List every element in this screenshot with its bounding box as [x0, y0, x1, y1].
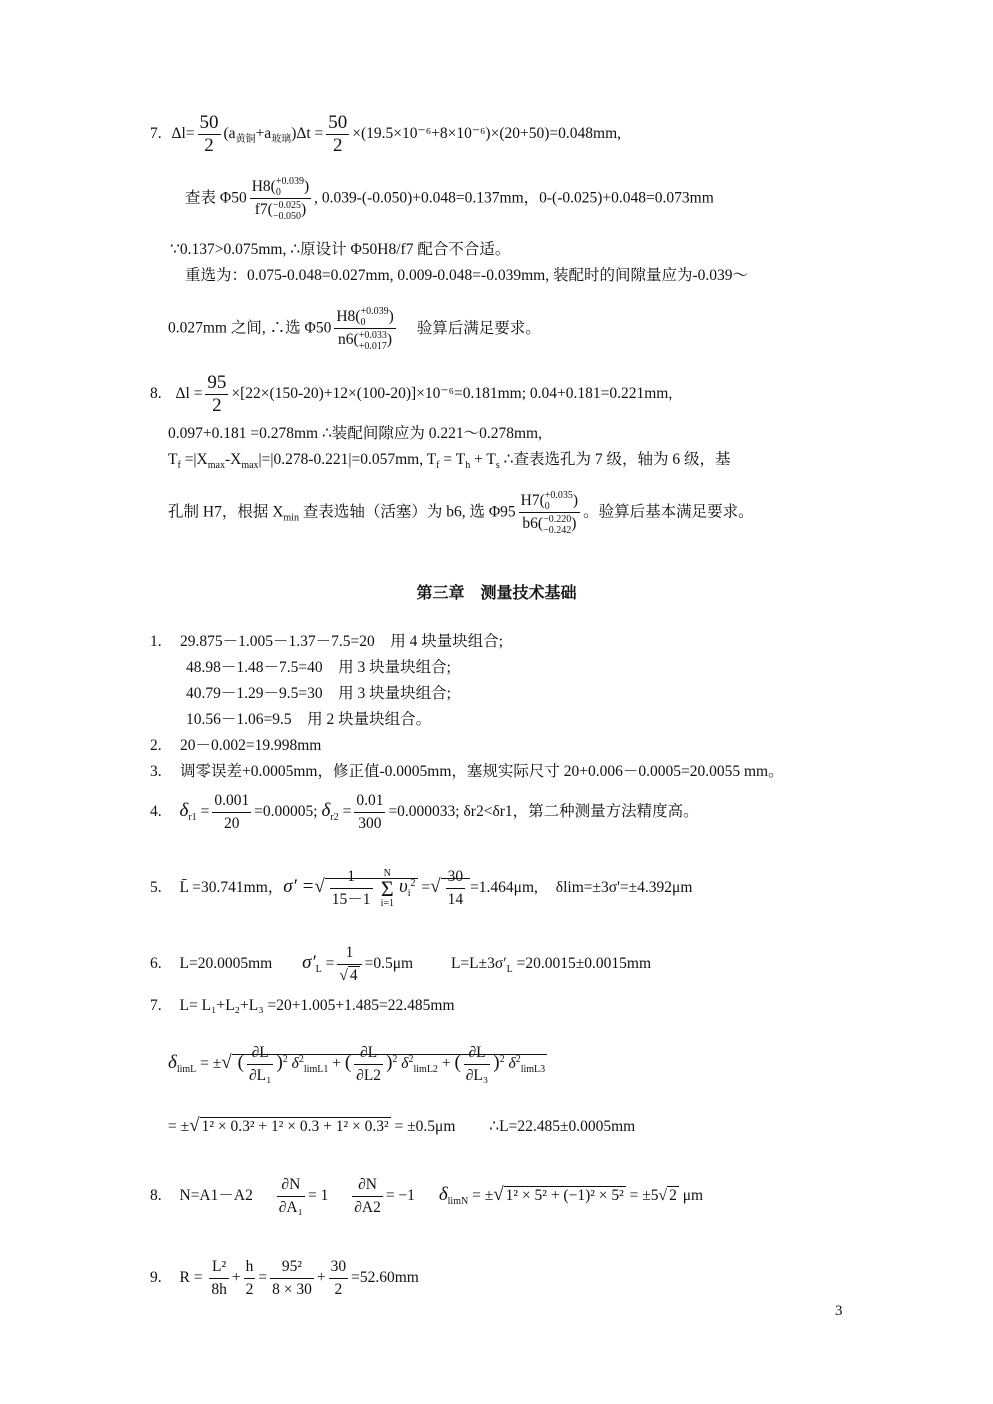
p7-line-1: 7. Δl= $\frac{50}{2}$ $(a_{黄铜}+a_{玻璃})\Delta t$ = $\frac{50}{2}$ ×(19.5×10⁻⁶+8×10⁻⁶)×(20+50)=0.048mm, — [150, 112, 621, 156]
fraction: $\frac{95}{2}$ — [207, 372, 227, 416]
sqrt-expression: $\frac{1}{15-1}$ N Σ i=1 $\upsilon_i^2$ — [325, 878, 418, 896]
fraction: $\frac{1}{√ 4}$ — [337, 942, 361, 987]
c1-line: 29.875－1.005－1.37－7.5=20 用 4 块量块组合; — [180, 633, 504, 650]
chapter-title: 第三章 测量技术基础 — [416, 583, 577, 602]
fit-fraction: H8( +0.039 0 ) f7( −0.025 −0.050 ) — [251, 176, 310, 222]
summation: N Σ i=1 — [380, 867, 394, 909]
fraction: $\frac{0.001}{20}$ — [214, 792, 250, 832]
c6-line: 6. L=20.0005mm $\sigma'_L$ = $\frac{1}{√ 4}$ =0.5μm $L=L\pm 3\sigma'_L =20.0015\pm 0.0015mm$ — [150, 942, 651, 987]
fraction: $\frac{h}{2}$ — [245, 1258, 254, 1298]
sqrt-expression: ( $\frac{\partial L}{\text{∂L₁}}$ )$^2$ $\delta^2_{limL1}$ + ( $\frac{\partial L}{\partial L2}$ )$^2$ $\delta^2_{limL2}$ + ( $\frac{\partial L}{\text{∂L₃}}$ )$^2$ $\delta^2_{limL3}$ — [232, 1054, 547, 1072]
p8-line-3: $T_f =|X_{max}-X_{max}|=|0.278-0.221|=0.057mm$, $T_f = T_h + T_s$ ∴查表选孔为 7 级，轴为 6 级，基 — [168, 451, 731, 472]
fraction: $\frac{\partial N}{\text{∂A₁}}$ — [278, 1176, 303, 1216]
item-number: 4. — [150, 803, 162, 821]
c2-text: 20－0.002=19.998mm — [180, 737, 322, 754]
fraction: $\frac{30}{14}$ — [447, 868, 464, 908]
c1-number: 1. — [150, 633, 162, 650]
c1-line: 10.56－1.06=9.5 用 2 块量块组合。 — [186, 711, 432, 728]
item-number: 9. — [150, 1269, 162, 1287]
fraction: $\frac{50}{2}$ — [199, 112, 219, 156]
c8-line: 8. N=A1－A2 $\frac{\partial N}{\text{∂A₁}}$ = 1 $\frac{\partial N}{\partial A2}$ = −1 $\delta_{limN}$ = ±√ 1² × 5² + (−1)² × 5² = ±5√ 2 μm — [150, 1174, 703, 1219]
fraction: $\frac{0.01}{300}$ — [356, 792, 384, 832]
p8-line-4: 孔制 H7，根据 $X_{min}$ 查表选轴（活塞）为 b6, 选 Φ95 H7( +0.035 0 ) b6( −0.220 −0.242 ) 。验算后基本满足要求。 — [168, 490, 754, 536]
fraction: $\frac{50}{2}$ — [328, 112, 348, 156]
item-number: 8. — [150, 385, 162, 403]
c7-line-3: = ±√ 1² × 0.3² + 1² × 0.3 + 1² × 0.3² = ±0.5μm ∴L=22.485±0.0005mm — [168, 1115, 636, 1136]
p7-line-4: 重选为：0.075-0.048=0.027mm, 0.009-0.048=-0.039mm, 装配时的间隙量应为-0.039～ — [185, 267, 748, 284]
p7-line-2: 查表 Φ50 H8( +0.039 0 ) f7( −0.025 −0.050 ) , 0.039-(-0.050)+0.048=0.137mm，0-(-0.025)+0.048=0.073mm — [185, 176, 714, 222]
fraction: $\frac{30}{2}$ — [330, 1258, 347, 1298]
c4-line: 4. $\delta_{r1}$ = $\frac{0.001}{20}$ =0.00005; $\delta_{r2}$ = $\frac{0.01}{300}$ =0.000033; δr2<δr1，第二种测量方法精度高。 — [150, 790, 699, 835]
c7-line-2: $\delta_{limL}$ = ±√ ( $\frac{\partial L}{\text{∂L₁}}$ )$^2$ $\delta^2_{limL1}$ + ( $\frac{\partial L}{\partial L2}$ )$^2$ $\delta^2_{limL2}$ + ( $\frac{\partial L}{\text{∂L₃}}$ )$^2$ $\delta^2_{limL3}$ — [168, 1044, 546, 1084]
fit-fraction: H7( +0.035 0 ) b6( −0.220 −0.242 ) — [520, 490, 579, 536]
p7-line-5: 0.027mm 之间, ∴选 Φ50 H8( +0.039 0 ) n6( +0.033 +0.017 ) 验算后满足要求。 — [168, 306, 541, 352]
item-number: 6. — [150, 955, 162, 973]
c2-number: 2. — [150, 737, 162, 754]
p8-line-1: 8. Δl = $\frac{95}{2}$ ×[22×(150-20)+12×(100-20)]×10⁻⁶=0.181mm; 0.04+0.181=0.221mm, — [150, 372, 673, 416]
c9-line: 9. R = $\frac{\text{L²}}{8h}$ + $\frac{h}{2}$ = $\frac{\text{95²}}{8 \times 30}$ + $\frac{30}{2}$ =52.60mm — [150, 1256, 419, 1301]
fraction: $\frac{\text{L²}}{8h}$ — [211, 1258, 227, 1298]
item-number: 8. — [150, 1187, 162, 1205]
item-number: 7. — [150, 125, 162, 143]
c1-line: 48.98－1.48－7.5=40 用 3 块量块组合; — [186, 659, 451, 676]
item-number: 5. — [150, 879, 162, 897]
c3-number: 3. — [150, 763, 162, 780]
c3-text: 调零误差+0.0005mm，修正值-0.0005mm，塞规实际尺寸 20+0.006－0.0005=20.0055 mm。 — [180, 763, 784, 780]
p7-line-3: ∵0.137>0.075mm, ∴原设计 Φ50H8/f7 配合不合适。 — [170, 241, 511, 258]
fit-fraction: H8( +0.039 0 ) n6( +0.033 +0.017 ) — [336, 306, 394, 352]
item-number: 7. — [150, 997, 162, 1014]
fraction: $\frac{\text{95²}}{8 \times 30}$ — [272, 1258, 312, 1298]
p8-line-2: 0.097+0.181 =0.278mm ∴装配间隙应为 0.221～0.278mm, — [168, 425, 542, 442]
fraction: $\frac{\partial N}{\partial A2}$ — [354, 1176, 381, 1216]
page-number: 3 — [835, 1303, 843, 1319]
c7-line-1: 7. L= L₁+L₂+L₃ =20+1.005+1.485=22.485mm — [150, 997, 455, 1014]
c1-line: 40.79－1.29－9.5=30 用 3 块量块组合; — [186, 685, 451, 702]
c5-line: 5. L̄ =30.741mm，σ′ =√ $\frac{1}{15-1}$ N Σ i=1 $\upsilon_i^2$ =√ $\frac{30}{14}$ =1.464μm, δlim=±3σ'=±4.392μm — [150, 866, 692, 911]
